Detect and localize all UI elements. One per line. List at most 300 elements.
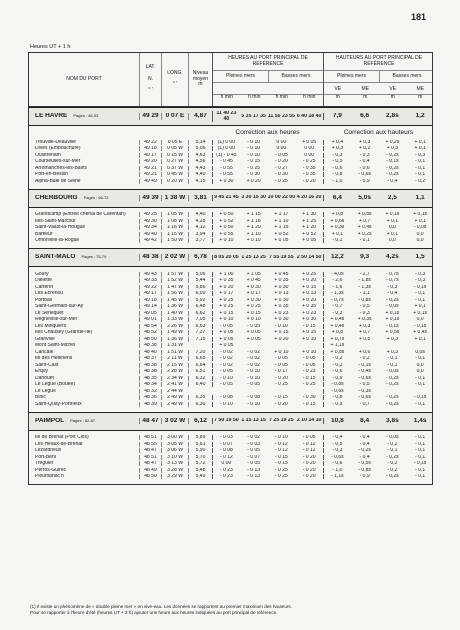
port-ve: 12,2 (323, 254, 351, 261)
cell-pm-ve-height: + 0,4s (323, 317, 351, 322)
cell-pm-ve-height: + 0,4 (323, 140, 351, 145)
hours-group-header: HEURES AU PORT PRINCIPAL DE RÉFÉRENCE Pleines mers Basses mers h min h min h min h min (212, 53, 323, 106)
cell-pm-me-height: - 0,4 (359, 441, 370, 447)
cell-pm-ve-corr: - 0 08 (212, 395, 240, 400)
cell-bm-me-corr: + 0 15 (302, 330, 317, 336)
secondary-port-row (29, 212, 432, 219)
port-pm2: 1 15 13 15 (241, 418, 266, 424)
reference-port-row (29, 248, 432, 267)
cell-pm-me-corr: + 0 30 (246, 284, 261, 290)
cell-pm-me-corr: - 0 10 (247, 139, 261, 145)
cell-pm-me-height: - 0,9 (359, 178, 370, 184)
cell-port-name: Mont Saint-Michel (35, 343, 76, 349)
cell-port-name: Diélette (35, 278, 52, 284)
cell-bm-ve-corr: + 0 30 (274, 317, 289, 323)
cell-pm-ve-corr: - 0 45 (212, 159, 240, 164)
cell-pm-me-corr: - 0 10 (247, 401, 261, 407)
cell-bm-me-height: - 0,1 (415, 454, 426, 460)
cell-pm-ve-height: - 0,5 (323, 159, 351, 164)
cell-pm-ve-height: - 0,9 (323, 376, 351, 381)
secondary-port-row (29, 474, 432, 481)
cell-pm-me-corr: + 0 10 (246, 317, 261, 323)
cell-bm-ve-corr: - 0 30 (274, 172, 288, 178)
cell-bm-ve-height: + 0,1 (386, 231, 398, 237)
cell-bm-me-corr: - 0 20 (302, 461, 316, 467)
cell-pm-ve-height: + 0,3 (323, 146, 351, 151)
cell-bm-me-height: - 0,1 (415, 172, 426, 178)
cell-pm-me-corr: - 0 10 (247, 375, 261, 381)
cell-bm-me-corr: + 0 10 (302, 336, 317, 342)
cell-long: 1 47 W (161, 285, 188, 290)
cell-pm-me-corr: + 0 30 (246, 297, 261, 303)
secondary-port-row (29, 369, 432, 376)
cell-pm-me-corr: + 1 10 (246, 231, 261, 237)
cell-port-name: Erquy (35, 369, 49, 375)
cell-port-name: Le Légué (Bouée) (35, 382, 76, 388)
cell-port-name: Lézardrieux (35, 448, 62, 454)
cell-port-name: Port-Béni (35, 454, 56, 460)
cell-lat: 49 21 (139, 172, 161, 177)
cell-pm-me-corr: - 0 10 (247, 152, 261, 158)
cell-pm-ve-height: - 0,9 (323, 402, 351, 407)
secondary-port-row (29, 330, 432, 337)
cell-bm-me-corr: + 0 30 (302, 317, 317, 323)
cell-bm-me-height: + 0,1 (414, 139, 426, 145)
cell-niveau: 4,15 (188, 179, 212, 184)
cell-pm-me-corr: + 0 05 (246, 336, 261, 342)
cell-bm-me-corr: - 0 35 (302, 165, 316, 171)
cell-pm-me-corr: + 1 15 (246, 212, 261, 218)
cell-long: 0 27 W (161, 159, 188, 164)
cell-bm-me-corr: + 1 20 (302, 225, 317, 231)
cell-bm-me-height: + 0,1s (413, 212, 427, 218)
cell-pm-me-corr: - 0 30 (247, 172, 261, 178)
cell-bm-ve-height: - 0,2s (386, 297, 399, 303)
cell-lat: 48 39 (139, 402, 161, 407)
cell-pm-ve-corr: - 0 02 (212, 350, 240, 355)
cell-pm-ve-height: + 0,4s (323, 324, 351, 329)
cell-pm-me-corr: - 0 05 (247, 382, 261, 388)
cell-bm-ve-corr: - 0 15 (274, 454, 288, 460)
cell-bm-me-height: 0,0 (416, 317, 424, 323)
cell-bm-me-height: - 0,1s (413, 395, 427, 401)
cell-pm-me-height: - 0,6s (358, 395, 371, 401)
cell-pm-me-corr: + 0 17 (246, 291, 261, 297)
cell-bm-ve-height: - 0,2s (386, 382, 399, 388)
cell-bm-ve-corr: - 0 05 (274, 362, 288, 368)
cell-port-name: Port-en-Bessin (35, 172, 69, 178)
cell-bm-ve-corr: - 0 20 (274, 401, 288, 407)
cell-niveau: 6,64 (188, 363, 212, 368)
cell-pm-ve-height: - 1,6 (323, 285, 351, 290)
port-ve: 6,4 (323, 195, 351, 202)
cell-bm-ve-height: + 0,1s (385, 310, 400, 316)
cell-bm-ve-corr: + 0 10 (274, 349, 289, 355)
reference-port-name (29, 254, 139, 261)
cell-pm-ve-height: - 0,6s (323, 455, 351, 460)
cell-long: 1 16 W (161, 225, 188, 230)
cell-bm-me-height: 0,0 (416, 231, 424, 237)
port-bve: 2,8s (386, 113, 399, 120)
port-long: 1 38 W (161, 195, 188, 202)
secondary-port-row (29, 159, 432, 166)
cell-pm-ve-height: - 0,6 (323, 461, 351, 466)
cell-port-name: Binic (35, 395, 46, 401)
cell-niveau: 4,63 (188, 153, 212, 158)
cell-long: 2 44 W (161, 389, 188, 394)
cell-bm-me-height: - 0,1 (415, 401, 426, 407)
tide-table (28, 52, 433, 485)
cell-bm-me-height: - 0,1 (415, 435, 426, 441)
reference-port-row (29, 412, 432, 431)
cell-bm-me-corr: + 0 20 (302, 297, 317, 303)
cell-bm-ve-corr: - 0 17 (274, 369, 288, 375)
secondary-port-row (29, 336, 432, 343)
cell-port-name: Saint-Quay-Portrieux (35, 401, 82, 407)
cell-bm-ve-corr: - 0 15 (274, 395, 288, 401)
port-long: 0 07 E (161, 113, 188, 120)
cell-pm-me-height: - 0,3 (359, 152, 370, 158)
cell-niveau: 6,62 (188, 311, 212, 316)
cell-pm-me-height: - 1,8s (358, 278, 371, 284)
cell-niveau: 6,32 (188, 376, 212, 381)
cell-pm-me-corr: - 0 02 (247, 356, 261, 362)
cell-port-name: Grandcamp (Entrée chenal de Carentan) (35, 212, 126, 218)
cell-bm-me-height: - 0,1 (415, 159, 426, 165)
cell-bm-me-corr: - 0 23 (302, 369, 316, 375)
cell-lat: 48 38 (139, 363, 161, 368)
cell-bm-me-corr: + 0 25 (302, 271, 317, 277)
cell-port-name: Portbail (35, 297, 52, 303)
cell-long: 0 05 E (161, 140, 188, 145)
port-ve: 7,9 (323, 113, 351, 120)
cell-port-name: Tréguier (35, 461, 54, 467)
cell-port-name: Saint-Cast (35, 362, 59, 368)
cell-lat: 48 35 (139, 376, 161, 381)
cell-bm-ve-height: - 0,1 (387, 448, 398, 454)
cell-lat: 48 51 (139, 435, 161, 440)
cell-bm-me-height: - 0,2 (415, 178, 426, 184)
cell-pm-me-corr: - 0 05 (247, 323, 261, 329)
cell-lat: 48 47 (139, 448, 161, 453)
cell-long: 1 49 W (161, 330, 188, 335)
cell-niveau: 6,65 (188, 356, 212, 361)
cell-niveau: 5,49 (188, 474, 212, 479)
cell-pm-ve-corr: (1) - 0 45 (212, 153, 240, 158)
port-pm1: 9 45 21 45 (212, 195, 240, 201)
port-me: 9,3 (360, 254, 370, 261)
cell-pm-ve-height: - 0,6s (323, 389, 351, 394)
cell-niveau: 4,12 (188, 225, 212, 230)
cell-pm-ve-height: - 1,1s (323, 474, 351, 479)
cell-bm-ve-height: 0,0 (388, 225, 396, 231)
cell-pm-me-height: - 0,3s (358, 388, 371, 394)
cell-bm-ve-height: - 0,2s (386, 395, 399, 401)
cell-port-name: Ploumanac'h (35, 474, 64, 480)
cell-pm-me-height: - 1,3s (358, 284, 371, 290)
cell-pm-ve-corr: + 0 25 (212, 298, 240, 303)
cell-port-name: Barfleur (35, 231, 53, 237)
reference-port-name (29, 113, 139, 120)
cell-pm-ve-height: - 0,2 (323, 363, 351, 368)
cell-bm-me-height: 0,0 (416, 369, 424, 375)
cell-pm-me-height: + 0,2 (358, 146, 371, 152)
cell-bm-ve-corr: - 0 20 (274, 159, 288, 165)
cell-pm-ve-height: + 0,6s (323, 219, 351, 224)
cell-pm-ve-corr: + 0 35 (212, 278, 240, 283)
cell-long: 2 15 W (161, 363, 188, 368)
secondary-port-row (29, 461, 432, 468)
port-lat: 48 47 (139, 418, 161, 425)
cell-pm-me-corr: - 0 05 (247, 461, 261, 467)
cell-pm-me-corr: + 0 45 (246, 278, 261, 284)
cell-long: 0 37 W (161, 166, 188, 171)
port-lat: 49 29 (139, 113, 161, 120)
cell-bm-me-height: - 0,1 (415, 467, 426, 473)
cell-pm-me-height: - 0,6s (358, 375, 371, 381)
cell-long: 3 29 W (161, 474, 188, 479)
cell-bm-ve-height: - 0,1 (387, 356, 398, 362)
page-reference: Pages : 82-87 (70, 417, 96, 423)
cell-lat: 48 40 (139, 350, 161, 355)
cell-lat: 48 38 (139, 343, 161, 348)
cell-bm-me-corr: + 0 10 (302, 349, 317, 355)
cell-port-name: Îles-Saint-Marcouf (35, 218, 76, 224)
cell-bm-me-corr: + 0 15 (302, 284, 317, 290)
cell-bm-ve-height: - 0,2s (386, 375, 399, 381)
cell-long: 1 15 W (161, 232, 188, 237)
cell-long: 0 15 W (161, 153, 188, 158)
reference-port-row (29, 107, 432, 126)
cell-long: 3 06 W (161, 448, 188, 453)
cell-pm-me-height: + 0,4s (357, 225, 372, 231)
cell-bm-me-corr: - 0 05 (302, 356, 316, 362)
cell-long: 2 11 W (161, 356, 188, 361)
cell-pm-me-height: - 0,4s (358, 369, 371, 375)
cell-long: 0 20 W (161, 179, 188, 184)
port-lat: 48 38 (139, 254, 161, 261)
cell-bm-ve-corr: - 0 10 (274, 323, 288, 329)
cell-bm-ve-corr: + 0 05 (274, 238, 289, 244)
cell-niveau: 5,06 (188, 272, 212, 277)
cell-pm-me-corr: - 0 13 (247, 474, 261, 480)
cell-port-name: Le Légué (35, 388, 56, 394)
cell-bm-ve-height: - 0,3 (387, 284, 398, 290)
cell-pm-me-corr: - 0 10 (247, 146, 261, 152)
cell-pm-ve-height: - 0,3 (323, 153, 351, 158)
cell-bm-ve-corr: - 0 10 (274, 435, 288, 441)
cell-pm-me-height: - 0,5 (359, 304, 370, 310)
cell-pm-me-corr: + 1 20 (246, 225, 261, 231)
port-bm2: 2 10 14 10 (296, 418, 322, 424)
cell-lat: 48 34 (139, 382, 161, 387)
secondary-port-row (29, 152, 432, 159)
cell-bm-ve-corr: - 0 25 (274, 474, 288, 480)
cell-niveau: 3,77 (188, 238, 212, 243)
cell-lat: 49 20 (139, 159, 161, 164)
port-name: SAINT-MALO (35, 254, 76, 261)
cell-bm-ve-corr: + 0 20 (274, 336, 289, 342)
cell-port-name: Goury (35, 271, 49, 277)
footnote-summer-time: Pour se rapporter à l'heure d'été (heures UT + 2 h) ajouter une heure aux heures indiquées au port principal de référence. (30, 609, 278, 615)
cell-bm-me-corr: + 0 20 (302, 278, 317, 284)
cell-pm-ve-height: - 2,6 (323, 278, 351, 283)
port-ve: 10,8 (323, 418, 351, 425)
cell-lat: 48 50 (139, 474, 161, 479)
cell-pm-me-corr: - 0 08 (247, 395, 261, 401)
cell-bm-me-corr: + 1 30 (302, 212, 317, 218)
cell-bm-ve-height: + 0,1s (385, 317, 400, 323)
footnotes (30, 604, 430, 616)
cell-pm-ve-height: - 0,3 (323, 448, 351, 453)
cell-bm-ve-corr: - 0 12 (274, 441, 288, 447)
cell-pm-me-height: - 0,9 (359, 474, 370, 480)
cell-bm-me-height: - 0,1 (415, 474, 426, 480)
cell-bm-me-corr: + 0 52 (302, 231, 317, 237)
cell-bm-ve-corr: + 0 15 (274, 330, 289, 336)
cell-pm-me-corr: + 0 05 (246, 330, 261, 336)
cell-long: 1 40 W (161, 311, 188, 316)
cell-lat: 48 38 (139, 369, 161, 374)
cell-bm-ve-height: + 0,3 (386, 349, 398, 355)
cell-pm-ve-height: - 1,0 (323, 468, 351, 473)
cell-pm-ve-corr: - 0 05 (212, 382, 240, 387)
cell-long: 1 36 W (161, 337, 188, 342)
cell-pm-ve-height: + 0,8 (323, 212, 351, 217)
port-pm1: 11 40 23 40 (212, 111, 240, 122)
cell-lat: 49 49 (139, 179, 161, 184)
cell-niveau: 4,43 (188, 166, 212, 171)
cell-bm-me-height: - 0,1 (415, 448, 426, 454)
port-bve: 2,5 (387, 194, 397, 201)
cell-bm-me-height: 0,0s (415, 349, 425, 355)
time-zone-note: Heures UT + 1 h (30, 44, 71, 50)
port-bm2: 6 40 18 40 (296, 113, 322, 119)
cell-port-name: Courseulles-sur-Mer (35, 159, 81, 165)
cell-pm-ve-corr: - 0 05 (212, 369, 240, 374)
cell-bm-ve-height: + 0,3 (386, 146, 398, 152)
heights-group-header: HAUTEURS AU PORT PRINCIPAL DE RÉFÉRENCE Pleines mers Basses mers VE ME VE ME m m m m (323, 53, 432, 106)
cell-bm-ve-corr: + 0 45 (274, 271, 289, 277)
cell-pm-ve-corr: - 0 23 (212, 474, 240, 479)
cell-pm-me-height: - 0,6s (358, 172, 371, 178)
cell-bm-me-corr: + 0 23 (302, 310, 317, 316)
secondary-port-row (29, 165, 432, 172)
cell-pm-me-height: - 0,4 (359, 435, 370, 441)
cell-bm-ve-corr: + 0 35 (274, 304, 289, 310)
cell-lat: 49 18 (139, 146, 161, 151)
port-long: 3 02 W (161, 418, 188, 425)
cell-pm-ve-corr: + 0 30 (212, 179, 240, 184)
cell-long: 0 45 W (161, 172, 188, 177)
cell-long: 2 41 W (161, 382, 188, 387)
cell-pm-me-height: + 0,3 (358, 323, 371, 329)
cell-port-name: Île des Hébihens (35, 356, 73, 362)
cell-pm-me-height: - 2,7 (359, 271, 370, 277)
cell-pm-ve-corr: + 0 20 (212, 285, 240, 290)
cell-lat: 48 47 (139, 461, 161, 466)
cell-bm-ve-height: - 0,0s (386, 435, 399, 441)
cell-lat: 49 30 (139, 219, 161, 224)
port-niveau: 6,78 (188, 254, 212, 261)
cell-bm-me-corr: + 0 35 (302, 304, 317, 310)
cell-port-name: Dahouët (35, 375, 54, 381)
cell-lat: 49 01 (139, 317, 161, 322)
cell-pm-me-height: + 0,7 (358, 330, 371, 336)
cell-port-name: Les Minquiers (35, 323, 67, 329)
cell-pm-me-corr: + 1 18 (246, 218, 261, 224)
cell-pm-ve-corr: + 1 00 (212, 272, 240, 277)
cell-lat: 49 40 (139, 232, 161, 237)
cell-long: 1 50 W (161, 238, 188, 243)
port-pm2: 5 35 17 35 (241, 113, 266, 119)
port-bme: 1,1 (415, 194, 425, 201)
cell-long: 2 49 W (161, 395, 188, 400)
cell-pm-me-corr: - 0 13 (247, 467, 261, 473)
cell-long: 3 28 W (161, 468, 188, 473)
lat-header: LAT. N. ° ′ (139, 53, 161, 106)
cell-bm-ve-height: - 0,2s (386, 165, 399, 171)
niveau-header: Niveau moyen m (188, 53, 212, 106)
footnote-double-high-tide: (1) Il existe un phénomène de « double pleine mer » en vive-eau. Les données se rapportent au premier maximum des hauteurs. (30, 604, 292, 609)
cell-bm-me-height: - 0,1 (415, 165, 426, 171)
table-header (29, 53, 432, 107)
cell-port-name: Trouville-Deauville (35, 139, 76, 145)
cell-bm-ve-height: - 0,2s (386, 474, 399, 480)
cell-bm-ve-corr: - 0 25 (274, 467, 288, 473)
cell-bm-me-height: - 0,1 (415, 291, 426, 297)
cell-port-name: Ouistreham (35, 152, 61, 158)
cell-niveau: 6,63 (188, 324, 212, 329)
cell-bm-ve-height: - 0,0s (386, 304, 399, 310)
cell-niveau: 4,28 (188, 219, 212, 224)
cell-lat: 49 42 (139, 238, 161, 243)
cell-pm-me-height: - 0,4 (359, 454, 370, 460)
cell-pm-me-corr: + 0 15 (246, 310, 261, 316)
cell-pm-ve-corr: (1) 0 00 (212, 140, 240, 145)
cell-bm-ve-corr: - 0 05 (274, 356, 288, 362)
secondary-port-row (29, 172, 432, 179)
port-me: 8,4 (360, 417, 370, 424)
cell-bm-me-corr: + 0 05 (302, 139, 317, 145)
cell-pm-ve-corr: - 0 07 (212, 442, 240, 447)
cell-pm-me-corr: - 0 02 (247, 362, 261, 368)
port-bm1: 7 25 19 25 (269, 418, 294, 424)
cell-port-name: Regnéville-sur-Mer (35, 317, 78, 323)
cell-bm-me-height: - 0,1s (413, 284, 427, 290)
cell-niveau: 7,20 (188, 350, 212, 355)
cell-pm-ve-height: - 0,7 (323, 304, 351, 309)
port-bme: 1,5 (415, 254, 425, 261)
cell-long: 1 56 W (161, 291, 188, 296)
cell-bm-ve-height: - 0,2s (386, 172, 399, 178)
cell-lat: 48 37 (139, 356, 161, 361)
secondary-port-row (29, 271, 432, 278)
cell-port-name: Les Écréhou (35, 291, 64, 297)
cell-bm-me-height: - 0,1 (415, 441, 426, 447)
cell-pm-me-height: - 0,5 (359, 382, 370, 388)
cell-bm-ve-height: - 0,7s (386, 278, 399, 284)
cell-pm-ve-height: - 0,1 (323, 238, 351, 243)
cell-bm-me-height: - 0,1 (415, 375, 426, 381)
cell-pm-ve-corr: - 0 10 (212, 402, 240, 407)
cell-port-name: Le Sénéquet (35, 310, 64, 316)
secondary-port-row (29, 284, 432, 291)
correction-header-row (29, 126, 432, 139)
cell-pm-ve-corr: - 0 12 (212, 455, 240, 460)
cell-pm-ve-corr: + 0 50 (212, 225, 240, 230)
cell-niveau: 5,92 (188, 298, 212, 303)
